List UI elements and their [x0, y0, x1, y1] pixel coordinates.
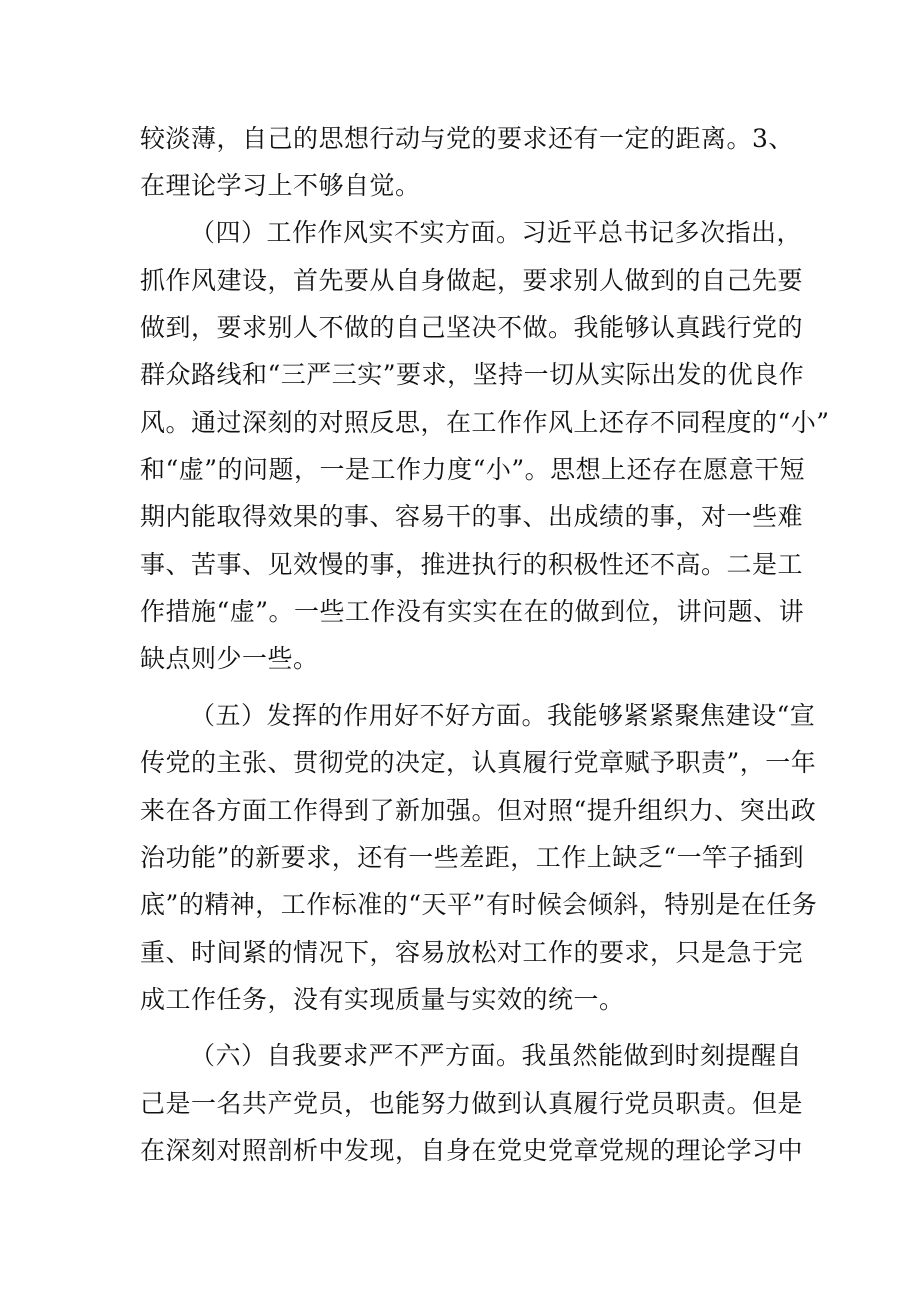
text-line: 成工作任务，没有实现质量与实效的统一。 — [140, 985, 625, 1014]
text-line: 底”的精神，工作标准的“天平”有时候会倾斜，特别是在任务 — [140, 890, 818, 919]
paragraph-heading-line: （五）发挥的作用好不好方面。我能够紧紧聚焦建设“宣 — [190, 701, 816, 730]
text-line: 己是一名共产党员，也能努力做到认真履行党员职责。但是 — [140, 1089, 804, 1118]
paragraph-heading-line: （四）工作作风实不实方面。习近平总书记多次指出， — [190, 218, 803, 247]
text-line: 群众路线和“三严三实”要求，坚持一切从实际出发的优良作 — [140, 360, 805, 389]
text-line: 在深刻对照剖析中发现，自身在党史党章党规的理论学习中 — [140, 1136, 804, 1165]
text-line: 作措施“虚”。一些工作没有实实在在的做到位，讲问题、讲 — [140, 597, 805, 626]
text-line: 缺点则少一些。 — [140, 644, 319, 673]
text-line: 风。通过深刻的对照反思，在工作作风上还存不同程度的“小” — [140, 408, 830, 437]
text-line: 做到，要求别人不做的自己坚决不做。我能够认真践行党的 — [140, 313, 804, 342]
text-line: 较淡薄，自己的思想行动与党的要求还有一定的距离。3、 — [140, 124, 794, 153]
text-line: 来在各方面工作得到了新加强。但对照“提升组织力、突出政 — [140, 796, 817, 825]
text-line: 传党的主张、贯彻党的决定，认真履行党章赋予职责”，一年 — [140, 748, 817, 777]
paragraph-heading-line: （六）自我要求严不严方面。我虽然能做到时刻提醒自 — [190, 1041, 803, 1070]
text-line: 和“虚”的问题，一是工作力度“小”。思想上还存在愿意干短 — [140, 455, 806, 484]
text-line: 抓作风建设，首先要从自身做起，要求别人做到的自己先要 — [140, 266, 804, 295]
text-line: 事、苦事、见效慢的事，推进执行的积极性还不高。二是工 — [140, 550, 804, 579]
text-line: 重、时间紧的情况下，容易放松对工作的要求，只是急于完 — [140, 938, 804, 967]
text-line: 期内能取得效果的事、容易干的事、出成绩的事，对一些难 — [140, 502, 804, 531]
text-line: 在理论学习上不够自觉。 — [140, 171, 421, 200]
text-line: 治功能”的新要求，还有一些差距，工作上缺乏“一竿子插到 — [140, 843, 805, 872]
